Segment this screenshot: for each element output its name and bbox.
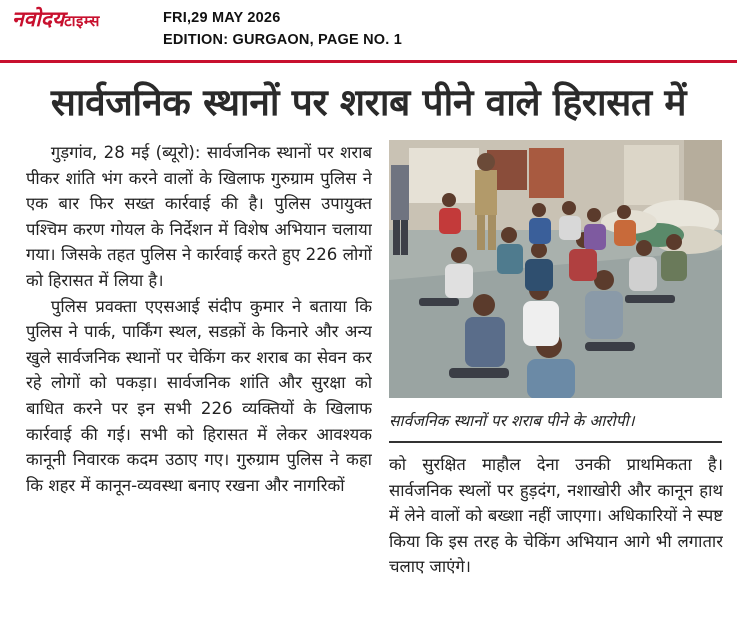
masthead	[0, 0, 737, 63]
article-paragraph: गुड़गांव, 28 मई (ब्यूरो): सार्वजनिक स्थानों पर शराब पीकर शांति भंग करने वालों के खिलाफ गुरुग्राम पुलिस ने एक बार फिर सख्त कार्रवाई की है। पुलिस उपायुक्त पश्चिम करण गोयल के निर्देशन में विशेष अभियान चलाया गया। जिसके तहत पुलिस ने कार्रवाई करते हुए 226 लोगों को हिरासत में लिया है।	[26, 143, 372, 290]
news-photo	[389, 140, 722, 398]
publication-date: FRI,29 MAY 2026	[163, 10, 281, 26]
article-column-right	[389, 452, 723, 632]
article-paragraph: को सुरक्षित माहौल देना उनकी प्राथमिकता है। सार्वजनिक स्थलों पर हुड़दंग, नशाखोरी और कानून हाथ में लेने वालों को बख्शा नहीं जाएगा। अधिकारियों ने स्पष्ट किया कि इस तरह के चेकिंग अभियान आगे भी लगातार चलाए जाएंगे।	[389, 455, 723, 577]
article-paragraph: पुलिस प्रवक्ता एएसआई संदीप कुमार ने बताया कि पुलिस ने पार्क, पार्किंग स्थल, सडक़ों के किनारे और अन्य खुले सार्वजनिक स्थानों पर चेकिंग कर शराब का सेवन कर रहे लोगों को पकड़ा। सार्वजनिक शांति और सुरक्षा को बाधित करने पर इन सभी 226 व्यक्तियों के खिलाफ कार्रवाई की गई। सभी को हिरासत में लेकर आवश्यक कानूनी निवारक कदम उठाए गए। गुरुग्राम पुलिस ने कहा कि शहर में कानून-व्यवस्था बनाए रखना और नागरिकों	[26, 296, 372, 495]
article-column-left	[26, 140, 372, 630]
caption-divider	[389, 441, 722, 443]
detained-people-photo	[389, 140, 722, 398]
newspaper-logo[interactable]	[12, 6, 100, 34]
edition-page: EDITION: GURGAON, PAGE NO. 1	[163, 32, 402, 48]
logo-subtext: टाइम्स	[64, 12, 100, 30]
photo-caption: सार्वजनिक स्थानों पर शराब पीने के आरोपी।	[389, 412, 635, 430]
edition-info	[163, 7, 402, 51]
logo-text: नवोदय	[12, 7, 65, 31]
article-headline: सार्वजनिक स्थानों पर शराब पीने वाले हिरासत में	[50, 81, 687, 124]
